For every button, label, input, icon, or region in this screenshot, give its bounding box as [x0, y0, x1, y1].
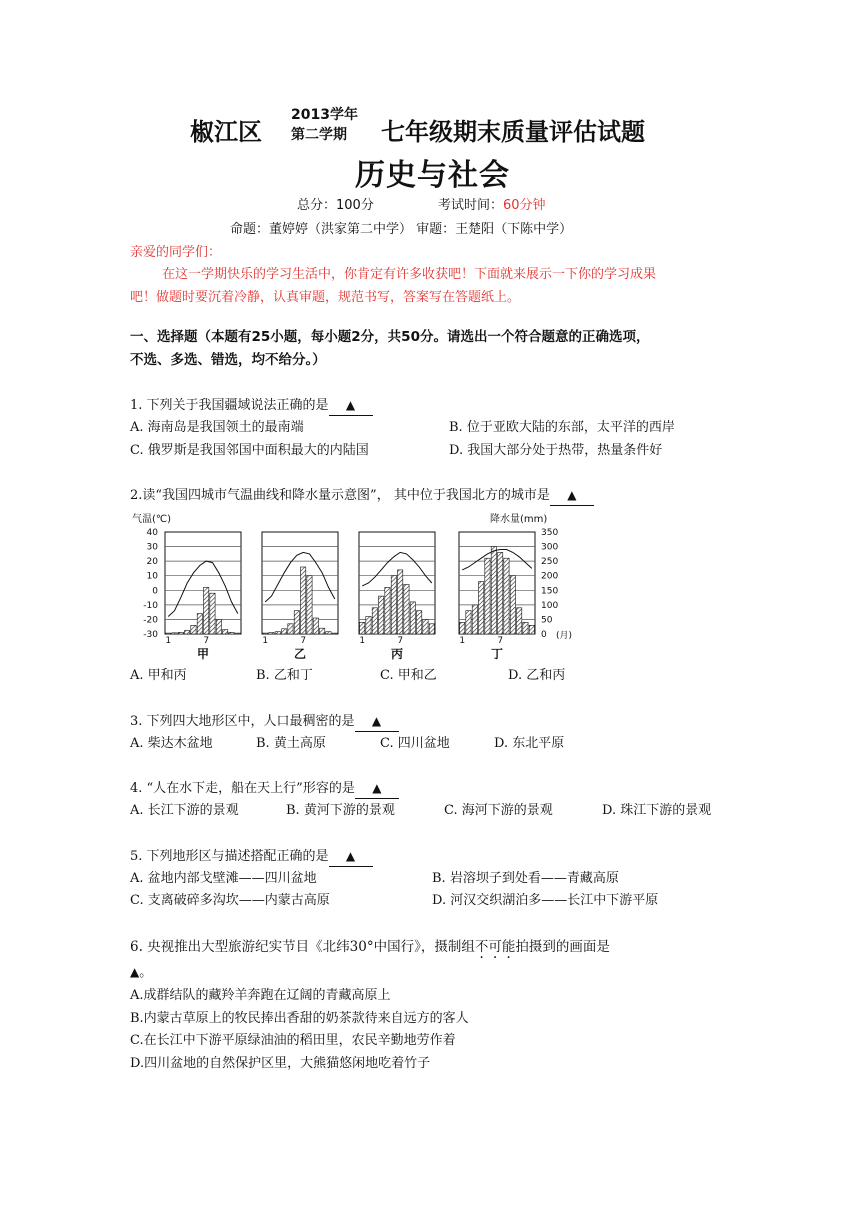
- precip-bar: [385, 587, 390, 634]
- district: 椒江区: [190, 118, 262, 146]
- q4-option-b: B. 黄河下游的景观: [286, 803, 395, 818]
- q1-option-d: D. 我国大部分处于热带，热量条件好: [449, 443, 663, 458]
- temp-tick-label: 10: [146, 571, 158, 582]
- q6-stem-period: 。: [139, 965, 153, 980]
- precip-bar: [466, 611, 471, 634]
- q4-stem-text: 4. “人在水下走，船在天上行”形容的是: [130, 781, 355, 796]
- precip-tick-label: 200: [541, 571, 559, 582]
- temp-tick-label: -10: [143, 600, 158, 611]
- precip-bar: [326, 632, 331, 634]
- climate-panel: [359, 532, 435, 661]
- q5-option-a: A. 盆地内部戈壁滩——四川盆地: [130, 871, 317, 886]
- q6-option-a: A.成群结队的藏羚羊奔跑在辽阔的青藏高原上: [130, 988, 391, 1003]
- answer-blank: ▲: [329, 395, 373, 416]
- precip-bar: [366, 617, 371, 635]
- precip-bar: [313, 618, 318, 634]
- panel-name: 甲: [196, 647, 210, 661]
- precip-tick-label: 300: [541, 542, 559, 553]
- precip-bar: [391, 576, 396, 634]
- subject-title: 历史与社会: [355, 158, 510, 193]
- semester: 第二学期: [291, 127, 347, 143]
- q1-stem-text: 1. 下列关于我国疆域说法正确的是: [130, 398, 329, 413]
- temp-tick-label: -30: [143, 630, 158, 640]
- precip-bar: [185, 631, 190, 635]
- precip-bar: [172, 633, 177, 634]
- panel-name: 丁: [490, 647, 504, 661]
- precip-bar: [178, 632, 183, 634]
- precip-bar: [204, 587, 209, 634]
- q6-stem-end-text: 拍摄到的画面是: [515, 939, 610, 955]
- q5-stem: [130, 846, 373, 867]
- total-score: 总分：100分: [297, 198, 374, 213]
- q2-stem-text: 2.读“我国四城市气温曲线和降水量示意图”， 其中位于我国北方的城市是: [130, 488, 550, 503]
- q3-option-c: C. 四川盆地: [380, 736, 450, 751]
- section-1-heading-cont: 不选、多选、错选，均不给分。）: [130, 352, 326, 368]
- q4-option-d: D. 珠江下游的景观: [602, 803, 712, 818]
- precip-tick-label: 50: [541, 615, 553, 626]
- temp-tick-label: 30: [146, 542, 158, 553]
- precip-bar: [301, 567, 306, 634]
- q5-stem-text: 5. 下列地形区与描述搭配正确的是: [130, 849, 329, 864]
- precip-tick-label: 250: [541, 557, 559, 568]
- precip-bar: [210, 593, 215, 634]
- q1-stem: [130, 395, 373, 416]
- greeting-line-1: 在这一学期快乐的学习生活中，你肯定有许多收获吧！下面就来展示一下你的学习成果: [162, 267, 657, 282]
- q6-stem-line-2: [130, 962, 152, 983]
- month-tick-label: 1: [459, 636, 466, 646]
- precip-bar: [360, 622, 365, 634]
- q6-stem-text: 6. 央视推出大型旅游纪实节目《北纬30°中国行》，摄制组: [130, 939, 475, 955]
- answer-blank: ▲: [550, 485, 594, 506]
- q3-option-b: B. 黄土高原: [256, 736, 326, 751]
- month-tick-label: 1: [359, 636, 366, 646]
- temp-tick-label: 0: [152, 586, 158, 597]
- precip-tick-label: 100: [541, 600, 559, 611]
- temp-tick-label: 20: [146, 557, 158, 568]
- climate-panel: [262, 532, 338, 661]
- precip-bar: [216, 619, 221, 634]
- q5-option-d: D. 河汉交织湖泊多——长江中下游平原: [432, 893, 659, 908]
- q6-option-b: B.内蒙古草原上的牧民捧出香甜的奶茶款待来自远方的客人: [130, 1011, 469, 1026]
- precip-bar: [523, 622, 528, 634]
- precip-bar: [410, 602, 415, 634]
- q1-option-c: C. 俄罗斯是我国邻国中面积最大的内陆国: [130, 443, 369, 458]
- precip-bar: [372, 608, 377, 634]
- exam-time-value: 60分钟: [503, 198, 546, 213]
- climate-panel: [459, 532, 535, 661]
- climate-panel: [165, 532, 241, 661]
- temp-tick-label: -20: [143, 615, 158, 626]
- precip-bar: [510, 576, 515, 634]
- precip-bar: [294, 611, 299, 634]
- precip-bar: [275, 632, 280, 634]
- precip-bar: [404, 585, 409, 635]
- precip-bar: [223, 630, 228, 634]
- precip-bar: [529, 625, 534, 634]
- q5-option-c: C. 支离破碎多沟坎——内蒙古高原: [130, 893, 330, 908]
- answer-blank: ▲: [355, 711, 399, 732]
- precip-bar: [197, 614, 202, 634]
- q6-option-d: D.四川盆地的自然保护区里，大熊猫悠闲地吃着竹子: [130, 1056, 431, 1071]
- temp-axis-title: 气温(℃): [132, 514, 172, 525]
- exam-time-label: 考试时间：: [438, 198, 504, 213]
- precip-bar: [423, 619, 428, 634]
- precip-bar: [191, 625, 196, 634]
- precip-bar: [332, 633, 337, 634]
- exam-title: 七年级期末质量评估试题: [381, 118, 645, 146]
- month-tick-label: 1: [262, 636, 269, 646]
- precip-tick-label: 0: [541, 630, 547, 640]
- precip-bar: [166, 633, 171, 634]
- q6-stem: [130, 937, 610, 957]
- precip-bar: [235, 633, 240, 634]
- panel-frame: [165, 532, 241, 634]
- q3-option-d: D. 东北平原: [494, 736, 565, 751]
- precip-axis-title: 降水量(mm): [490, 514, 548, 525]
- q5-option-b: B. 岩溶坝子到处看——青藏高原: [432, 871, 619, 886]
- month-tick-label: 7: [203, 636, 210, 646]
- month-tick-label: 7: [497, 636, 504, 646]
- answer-blank: ▲: [329, 846, 373, 867]
- precip-bar: [479, 582, 484, 635]
- precip-tick-label: 150: [541, 586, 559, 597]
- q6-emphasis-neng: 能: [501, 939, 516, 955]
- precip-bar: [320, 628, 325, 634]
- precip-bar: [398, 570, 403, 634]
- answer-blank: ▲: [355, 778, 399, 799]
- q2-option-b: B. 乙和丁: [256, 668, 313, 683]
- q2-option-c: C. 甲和乙: [380, 668, 437, 683]
- greeting-line-2: 吧！做题时要沉着冷静，认真审题，规范书写，答案写在答题纸上。: [130, 290, 521, 305]
- q3-stem: [130, 711, 399, 732]
- q2-option-a: A. 甲和丙: [130, 668, 187, 683]
- month-tick-label: 1: [165, 636, 172, 646]
- precip-tick-label: 350: [541, 528, 559, 538]
- exam-time: [438, 194, 546, 213]
- precip-bar: [491, 547, 496, 634]
- precip-bar: [472, 605, 477, 634]
- precip-bar: [429, 624, 434, 634]
- section-1-heading: 一、选择题（本题有25小题，每小题2分，共50分。请选出一个符合题意的正确选项，: [130, 329, 650, 345]
- authors-line: 命题：董婷婷（洪家第二中学） 审题：王楚阳（下陈中学）: [230, 222, 573, 237]
- q4-stem: [130, 778, 399, 799]
- q3-stem-text: 3. 下列四大地形区中，人口最稠密的是: [130, 714, 355, 729]
- temp-tick-label: 40: [146, 528, 158, 538]
- month-tick-label: 7: [300, 636, 307, 646]
- q4-option-c: C. 海河下游的景观: [444, 803, 553, 818]
- precip-bar: [379, 596, 384, 634]
- precip-bar: [460, 622, 465, 634]
- precip-bar: [269, 633, 274, 635]
- q6-emphasis-ke: 可: [488, 939, 502, 955]
- q1-option-a: A. 海南岛是我国领土的最南端: [130, 420, 304, 435]
- precip-bar: [229, 632, 234, 634]
- q6-option-c: C.在长江中下游平原绿油油的稻田里，农民辛勤地劳作着: [130, 1033, 456, 1048]
- precip-bar: [504, 558, 509, 634]
- precip-bar: [417, 611, 422, 634]
- precip-bar: [263, 633, 268, 634]
- q6-emphasis-bu: 不: [474, 939, 489, 955]
- q2-option-d: D. 乙和丙: [508, 668, 566, 683]
- q4-option-a: A. 长江下游的景观: [130, 803, 239, 818]
- q3-option-a: A. 柴达木盆地: [130, 736, 213, 751]
- answer-blank: ▲: [130, 965, 140, 979]
- greeting-salutation: 亲爱的同学们：: [130, 245, 222, 260]
- precip-bar: [307, 576, 312, 634]
- precip-bar: [517, 608, 522, 634]
- panel-name: 丙: [390, 647, 404, 661]
- panel-name: 乙: [293, 647, 307, 661]
- month-unit: (月): [556, 631, 573, 641]
- q2-stem: [130, 485, 594, 506]
- climate-chart-figure: [128, 510, 588, 662]
- q1-option-b: B. 位于亚欧大陆的东部，太平洋的西岸: [449, 420, 675, 435]
- month-tick-label: 7: [397, 636, 404, 646]
- school-year: 2013学年: [291, 107, 358, 123]
- precip-bar: [288, 624, 293, 634]
- precip-bar: [485, 558, 490, 634]
- precip-bar: [498, 552, 503, 634]
- precip-bar: [282, 629, 287, 634]
